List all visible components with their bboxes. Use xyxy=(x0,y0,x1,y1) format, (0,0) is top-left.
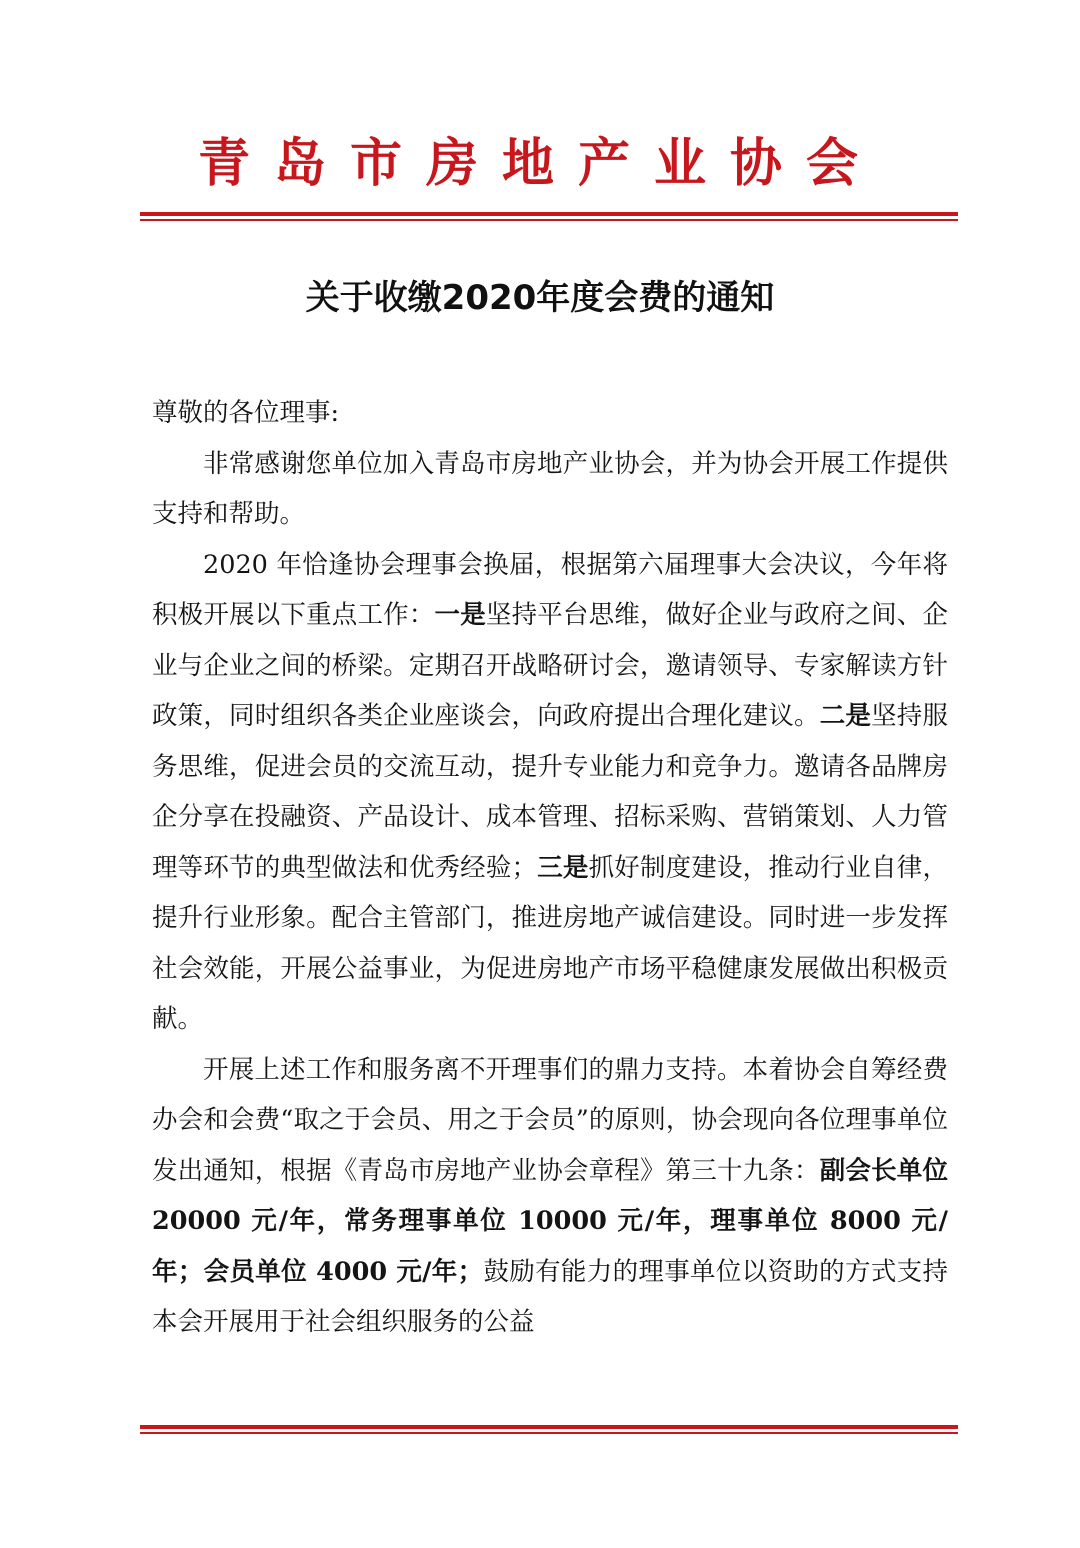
fee-schedule: 副会长单位 20000 元/年，常务理事单位 10000 元/年，理事单位 8000 元/年；会员单位 4000 元/年； xyxy=(152,1155,948,1287)
footer-divider xyxy=(140,1425,958,1434)
point-one-text: 坚持平台思维，做好企业与政府之间、企业与企业之间的桥梁。定期召开战略研讨会，邀请领导、专家解读方针政策，同时组织各类企业座谈会，向政府提出合理化建议。 xyxy=(152,600,948,731)
point-two-label: 二是 xyxy=(819,701,872,731)
point-three-label: 三是 xyxy=(537,852,589,883)
point-two-text: 坚持服务思维，促进会员的交流互动，提升专业能力和竞争力。邀请各品牌房企分享在投融资、产品设计、成本管理、招标采购、营销策划、人力管理等环节的典型做法和优秀经验； xyxy=(152,701,948,883)
point-one-label: 一是 xyxy=(434,600,486,630)
org-name-heading: 青岛市房地产业协会 xyxy=(197,133,882,194)
document-body xyxy=(152,388,948,1348)
document-title: 关于收缴2020年度会费的通知 xyxy=(305,278,775,318)
salutation: 尊敬的各位理事: xyxy=(152,398,340,428)
work-plan-intro: 2020 年恰逢协会理事会换届，根据第六届理事大会决议，今年将积极开展以下重点工作： xyxy=(152,549,948,630)
header-divider xyxy=(140,212,958,221)
fees-intro: 开展上述工作和服务离不开理事们的鼎力支持。本着协会自筹经费办会和会费“取之于会员、用之于会员”的原则，协会现向各位理事单位发出通知，根据《青岛市房地产业协会章程》第三十九条： xyxy=(152,1054,948,1186)
paragraph-fees xyxy=(152,1045,948,1348)
paragraph-work-plan xyxy=(152,540,948,1045)
fees-tail: 鼓励有能力的理事单位以资助的方式支持本会开展用于社会组织服务的公益 xyxy=(152,1256,948,1337)
paragraph-thanks: 非常感谢您单位加入青岛市房地产业协会，并为协会开展工作提供支持和帮助。 xyxy=(152,448,948,529)
point-three-text: 抓好制度建设，推动行业自律，提升行业形象。配合主管部门，推进房地产诚信建设。同时进一步发挥社会效能，开展公益事业，为促进房地产市场平稳健康发展做出积极贡献。 xyxy=(152,852,948,1034)
